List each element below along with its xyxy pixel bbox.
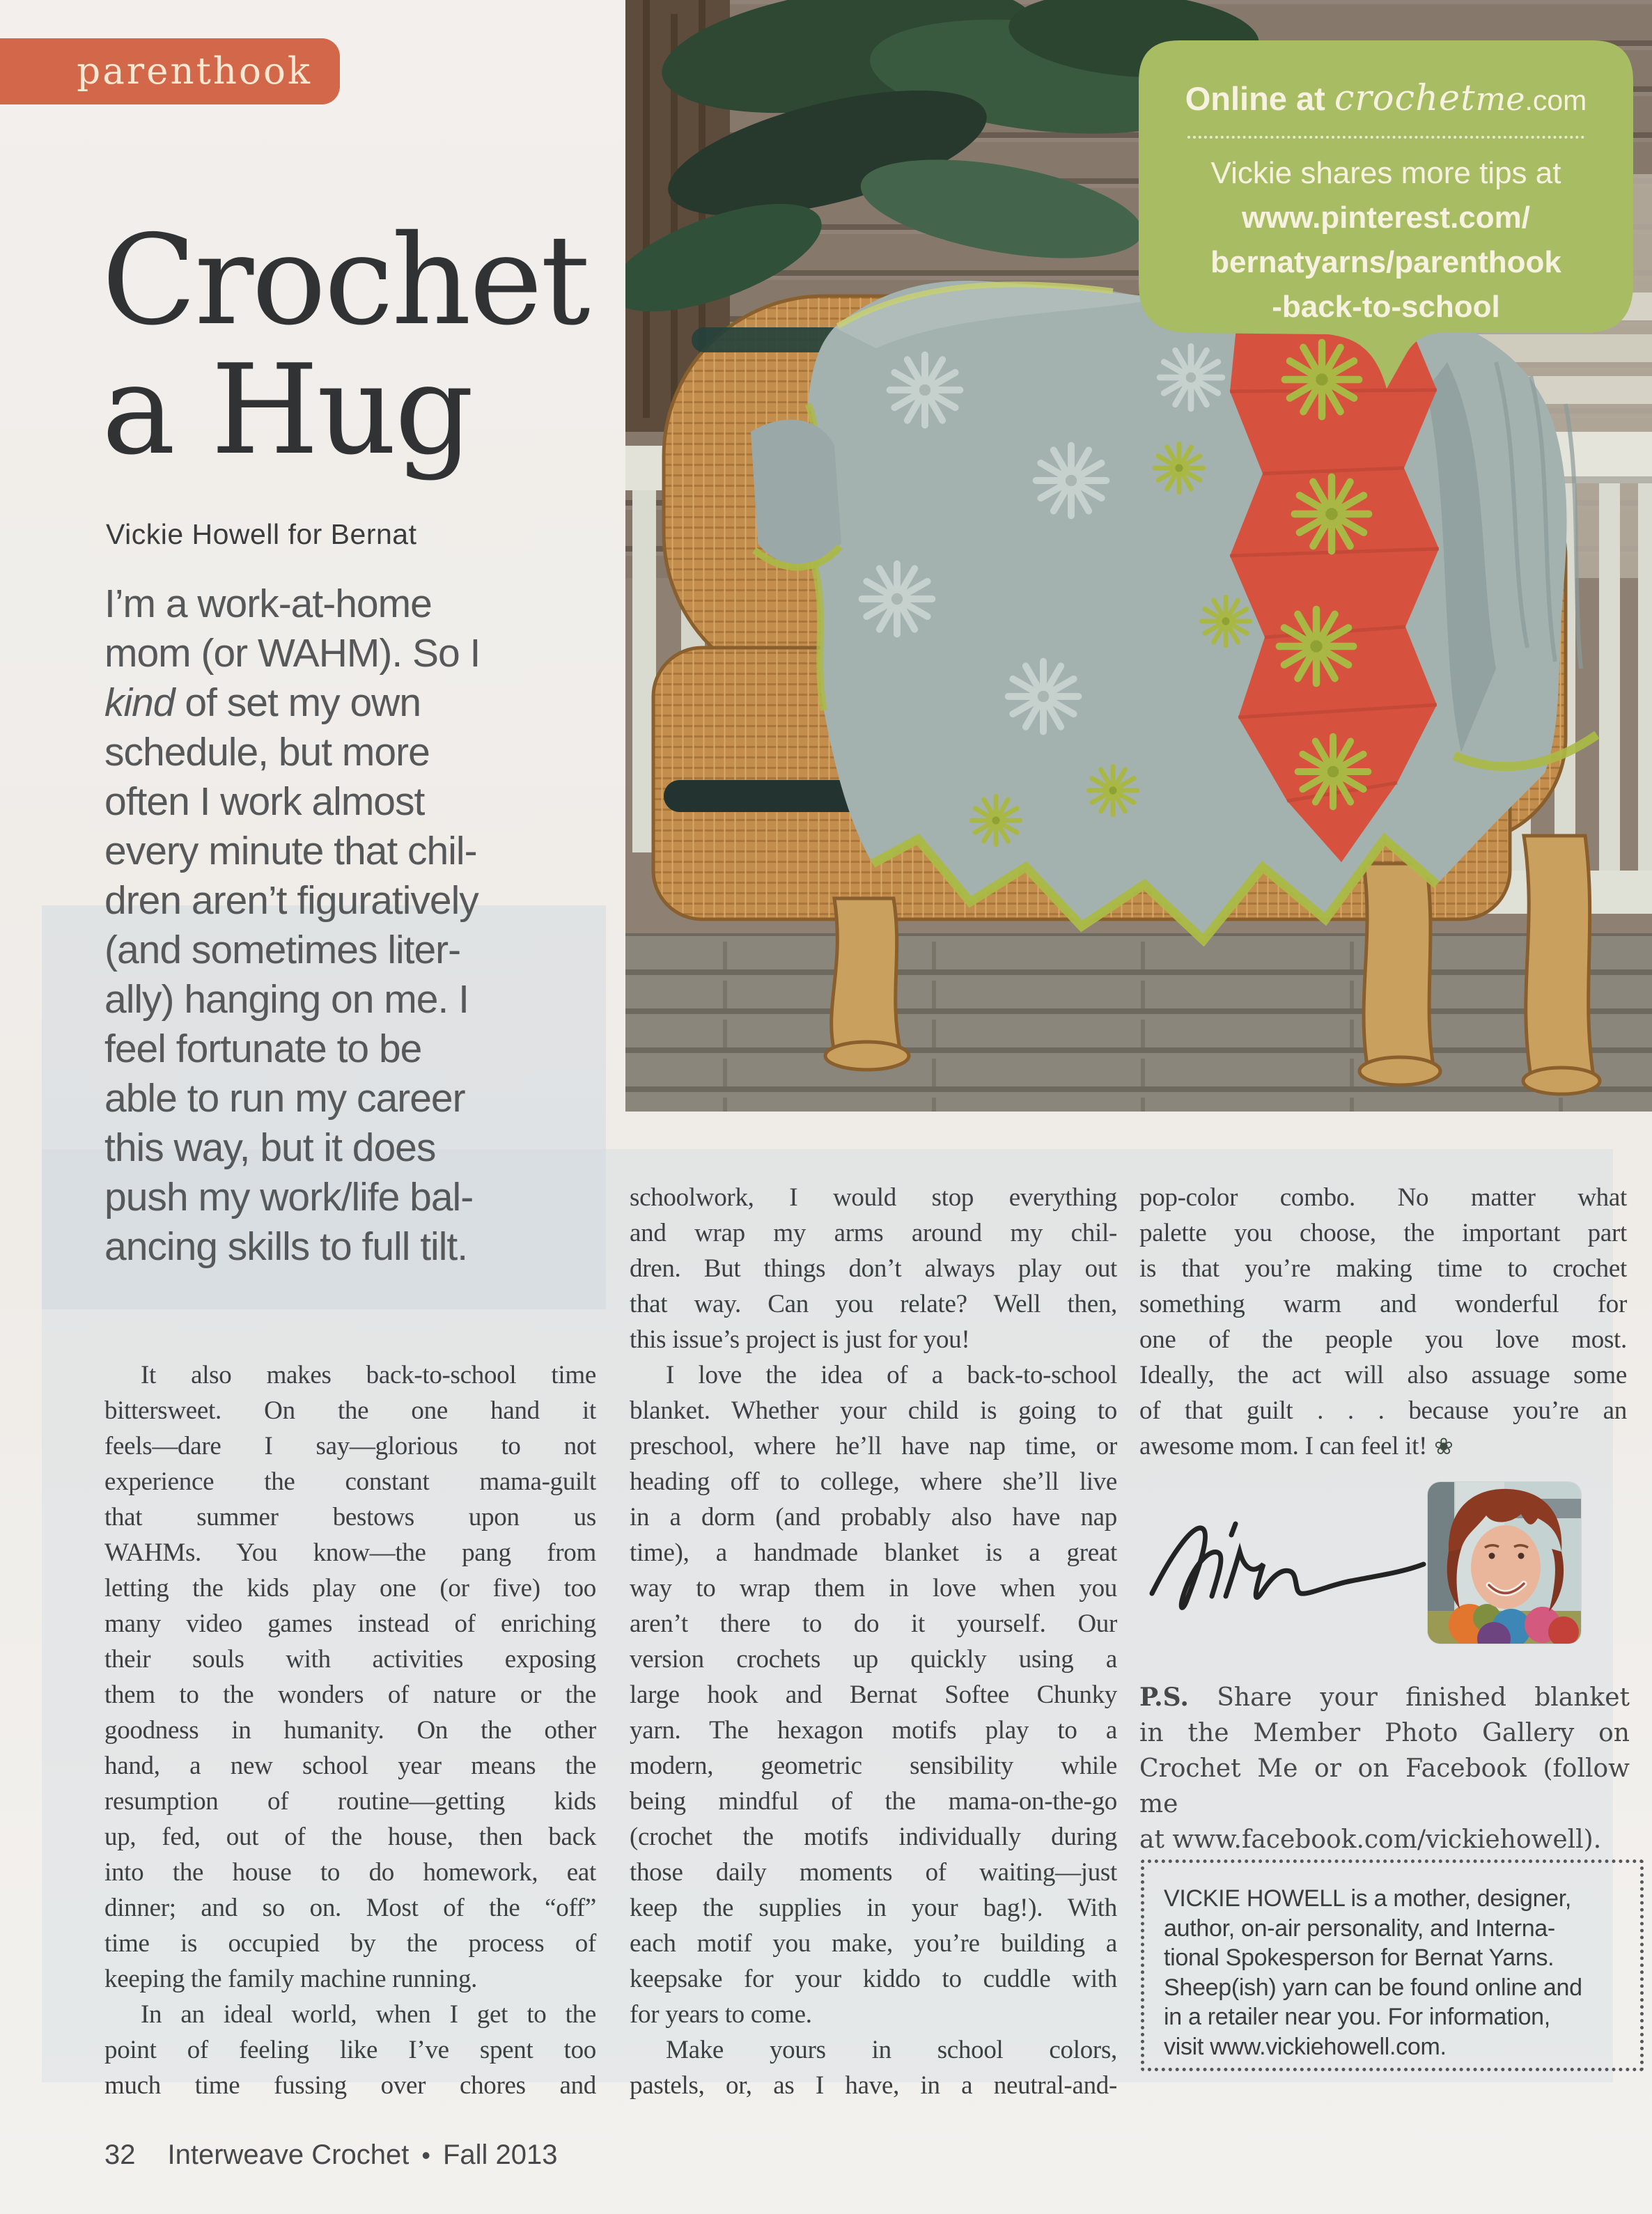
story-end-flower-icon: ❀: [1434, 1433, 1454, 1460]
text-line: up, fed, out of the house, then back: [104, 1823, 596, 1851]
page-number: 32: [104, 2139, 136, 2170]
pinterest-url-line3: -back-to-school: [1272, 290, 1500, 324]
text-line: one of the people you love most.: [1139, 1325, 1627, 1354]
text-line: (and sometimes liter-: [104, 928, 461, 972]
section-tab-label: parenthook: [77, 50, 312, 93]
text-line: aren’t there to do it yourself. Our: [630, 1609, 1117, 1638]
text-line: WAHMs. You know—the pang from: [104, 1538, 596, 1567]
body-column-1: [104, 1357, 596, 2103]
text-line: this issue’s project is just for you!: [630, 1325, 970, 1354]
crochetme-brand: crochet: [1334, 78, 1476, 119]
text-line: In an ideal world, when I get to the: [141, 2000, 596, 2029]
text-line: of that guilt . . . because you’re an: [1139, 1396, 1627, 1425]
text-line: large hook and Bernat Softee Chunky: [630, 1681, 1117, 1709]
text-line: way to wrap them in love when you: [630, 1574, 1117, 1603]
text-line: every minute that chil-: [104, 829, 477, 873]
text-line: I love the idea of a back-to-school: [666, 1361, 1117, 1389]
text-line: them to the wonders of nature or the: [104, 1681, 596, 1709]
magazine-name: Interweave Crochet: [167, 2139, 410, 2170]
text-line: is that you’re making time to crochet: [1139, 1254, 1627, 1283]
pinterest-url-line2: bernatyarns/parenthook: [1210, 245, 1561, 279]
online-at-line: [1139, 78, 1633, 119]
text-line: resumption of routine—getting kids: [104, 1787, 596, 1816]
text-line: time), a handmade blanket is a great: [630, 1538, 1117, 1567]
text-line: keepsake for your kiddo to cuddle with: [630, 1965, 1117, 1993]
text-line: pastels, or, as I have, in a neutral-and-: [630, 2071, 1117, 2100]
author-signature: [1142, 1511, 1442, 1623]
text-line: VICKIE HOWELL is a mother, designer,: [1164, 1885, 1572, 1912]
text-line: bittersweet. On the one hand it: [104, 1396, 596, 1425]
crochetme-me: me: [1475, 80, 1525, 118]
text-line: in the Member Photo Gallery on: [1139, 1719, 1630, 1747]
text-line: schoolwork, I would stop everything: [630, 1183, 1117, 1212]
text-line: being mindful of the mama-on-the-go: [630, 1787, 1117, 1816]
text-line: keep the supplies in your bag!). With: [630, 1894, 1117, 1922]
crochetme-tld: .com: [1525, 84, 1587, 116]
footer-bullet: •: [421, 2140, 430, 2169]
text-line: often I work almost: [104, 779, 425, 824]
text-line: many video games instead of enriching: [104, 1609, 596, 1638]
text-line: their souls with activities exposing: [104, 1645, 596, 1674]
page-footer: [104, 2139, 558, 2171]
text-line: feels—dare I say—glorious to not: [104, 1432, 596, 1460]
text-line: version crochets up quickly using a: [630, 1645, 1117, 1674]
text-line: preschool, where he’ll have nap time, or: [630, 1432, 1117, 1460]
byline: Vickie Howell for Bernat: [106, 518, 417, 550]
text-line: for years to come.: [630, 2000, 812, 2029]
text-line: Ideally, the act will also assuage some: [1139, 1361, 1627, 1389]
text-line: this way, but it does: [104, 1125, 436, 1170]
title-line1: Crochet: [102, 208, 589, 352]
text-line: each motif you make, you’re building a: [630, 1929, 1117, 1958]
text-line: ancing skills to full tilt.: [104, 1224, 468, 1269]
text-line: pop-color combo. No matter what: [1139, 1183, 1627, 1212]
text-line: keeping the family machine running.: [104, 1965, 478, 1993]
text-line: dren aren’t figuratively: [104, 878, 478, 923]
text-line: schedule, but more: [104, 730, 430, 774]
page-title: [102, 208, 589, 482]
title-line2: a Hug: [102, 338, 472, 482]
text-line: push my work/life bal-: [104, 1175, 474, 1219]
text-line: feel fortunate to be: [104, 1027, 422, 1071]
text-line: awesome mom. I can feel it! ❀: [1139, 1432, 1454, 1460]
text-line: hand, a new school year means the: [104, 1752, 596, 1780]
text-line: at www.facebook.com/vickiehowell).: [1139, 1825, 1602, 1854]
deck-floor: [625, 933, 1652, 1112]
text-line: letting the kids play one (or five) too: [104, 1574, 596, 1603]
text-line: (crochet the motifs individually during: [630, 1823, 1117, 1851]
text-line: time is occupied by the process of: [104, 1929, 596, 1958]
text-line: palette you choose, the important part: [1139, 1219, 1627, 1247]
dotted-divider: [1187, 136, 1584, 139]
text-line: experience the constant mama-guilt: [104, 1467, 596, 1496]
online-prefix: Online at: [1185, 80, 1325, 117]
text-line: heading off to college, where she’ll live: [630, 1467, 1117, 1496]
text-line: kind of set my own: [104, 680, 421, 725]
issue-name: Fall 2013: [442, 2139, 558, 2170]
body-column-3: [1139, 1180, 1627, 1464]
text-line: and wrap my arms around my chil-: [630, 1219, 1117, 1247]
text-line: point of feeling like I’ve spent too: [104, 2036, 596, 2064]
section-tab: [0, 38, 340, 104]
text-line: I’m a work-at-home: [104, 582, 432, 626]
text-line: author, on-air personality, and Interna-: [1164, 1915, 1555, 1942]
text-line: tional Spokesperson for Bernat Yarns.: [1164, 1944, 1554, 1971]
text-line: that summer bestows upon us: [104, 1503, 596, 1531]
text-line: Sheep(ish) yarn can be found online and: [1164, 1974, 1582, 2001]
text-line: those daily moments of waiting—just: [630, 1858, 1117, 1887]
tips-intro: Vickie shares more tips at: [1210, 156, 1561, 190]
text-line: It also makes back-to-school time: [141, 1361, 596, 1389]
author-photo: [1428, 1482, 1581, 1644]
text-line: visit www.vickiehowell.com.: [1164, 2033, 1447, 2060]
ps-note: [1139, 1680, 1630, 1857]
text-line: that way. Can you relate? Well then,: [630, 1290, 1117, 1318]
text-line: Make yours in school colors,: [666, 2036, 1117, 2064]
bio-box: [1141, 1860, 1644, 2071]
text-line: something warm and wonderful for: [1139, 1290, 1627, 1318]
text-line: blanket. Whether your child is going to: [630, 1396, 1117, 1425]
text-line: P.S. Share your finished blanket: [1139, 1683, 1630, 1712]
text-line: Crochet Me or on Facebook (follow me: [1139, 1754, 1630, 1818]
text-line: much time fussing over chores and: [104, 2071, 596, 2100]
text-line: able to run my career: [104, 1076, 465, 1121]
text-line: goodness in humanity. On the other: [104, 1716, 596, 1745]
online-bubble: [1139, 0, 1633, 418]
text-line: dren. But things don’t always play out: [630, 1254, 1117, 1283]
text-line: in a retailer near you. For information,: [1164, 2004, 1550, 2030]
pinterest-url-line1: www.pinterest.com/: [1241, 201, 1530, 235]
body-column-2: [630, 1180, 1117, 2103]
text-line: ally) hanging on me. I: [104, 977, 469, 1022]
intro-deck: [104, 579, 603, 1272]
text-line: in a dorm (and probably also have nap: [630, 1503, 1117, 1531]
text-line: yarn. The hexagon motifs play to a: [630, 1716, 1117, 1745]
text-line: modern, geometric sensibility while: [630, 1752, 1117, 1780]
text-line: dinner; and so on. Most of the “off”: [104, 1894, 596, 1922]
text-line: into the house to do homework, eat: [104, 1858, 596, 1887]
text-line: mom (or WAHM). So I: [104, 631, 481, 676]
